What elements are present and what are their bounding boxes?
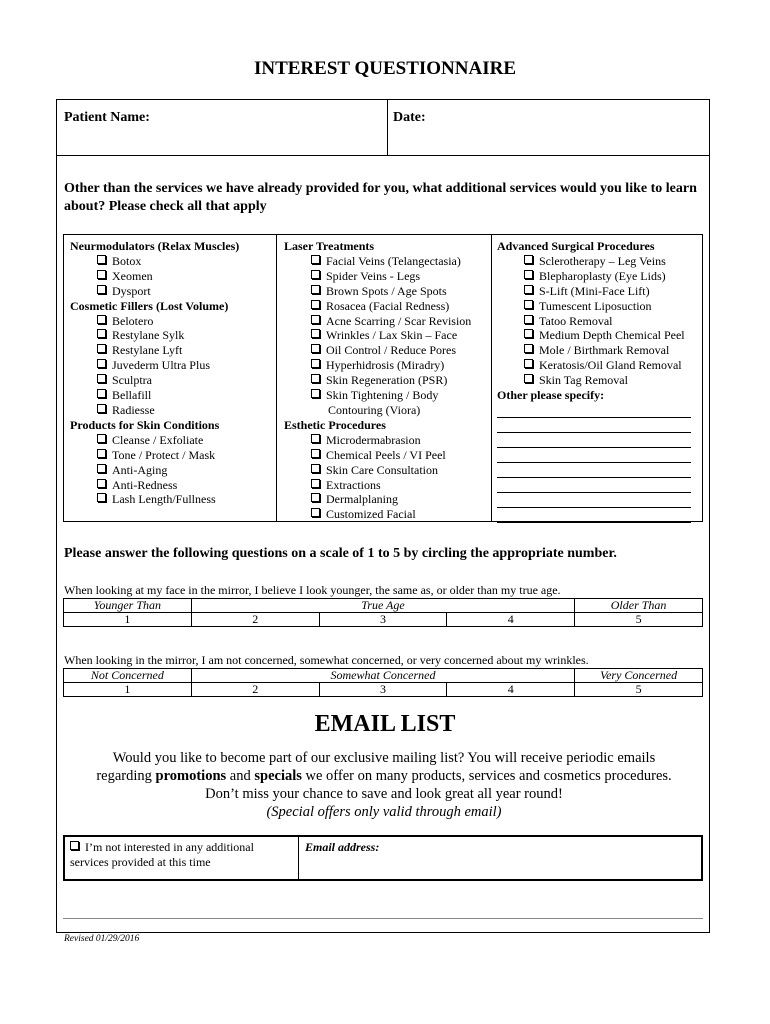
checkbox[interactable] bbox=[311, 270, 320, 279]
other-specify-line[interactable] bbox=[497, 478, 691, 493]
service-label: Cleanse / Exfoliate bbox=[112, 432, 204, 447]
optout-label: I’m not interested in any additional services provided at this time bbox=[70, 840, 254, 869]
other-specify-line[interactable] bbox=[497, 448, 691, 463]
service-label: Brown Spots / Age Spots bbox=[326, 283, 447, 298]
service-label: Restylane Lyft bbox=[112, 343, 183, 358]
services-box bbox=[63, 234, 703, 522]
service-option[interactable] bbox=[70, 373, 239, 388]
scale-option-4[interactable]: 4 bbox=[447, 613, 575, 627]
service-label: Wrinkles / Lax Skin – Face bbox=[326, 328, 458, 343]
service-option[interactable] bbox=[284, 373, 471, 388]
scale-label-low: Younger Than bbox=[64, 599, 192, 613]
service-option[interactable] bbox=[497, 284, 691, 299]
page-title: INTEREST QUESTIONNAIRE bbox=[253, 58, 517, 79]
date-label: Date: bbox=[393, 110, 426, 125]
service-option[interactable] bbox=[284, 358, 471, 373]
service-option[interactable] bbox=[284, 284, 471, 299]
checkbox[interactable] bbox=[311, 493, 320, 502]
scale-option-5[interactable]: 5 bbox=[575, 683, 703, 697]
checkbox[interactable] bbox=[311, 389, 320, 398]
header-divider bbox=[56, 155, 710, 156]
question-2-text: When looking in the mirror, I am not concerned, somewhat concerned, or very concerned about my wrinkles. bbox=[64, 653, 589, 667]
other-specify-line[interactable] bbox=[497, 463, 691, 478]
scale-label-low: Not Concerned bbox=[64, 669, 192, 683]
checkbox[interactable] bbox=[97, 449, 106, 458]
email-signup-box bbox=[63, 835, 703, 881]
checkbox[interactable] bbox=[311, 449, 320, 458]
checkbox[interactable] bbox=[524, 374, 533, 383]
checkbox[interactable] bbox=[311, 285, 320, 294]
service-option[interactable] bbox=[70, 463, 239, 478]
service-label: Mole / Birthmark Removal bbox=[539, 343, 670, 358]
scale-heading: Please answer the following questions on a scale of 1 to 5 by circling the appropriate number. bbox=[64, 546, 617, 561]
section-heading: Other please specify: bbox=[497, 388, 605, 403]
email-text-line-4: (Special offers only valid through email) bbox=[266, 804, 502, 820]
checkbox[interactable] bbox=[311, 374, 320, 383]
checkbox[interactable] bbox=[311, 464, 320, 473]
checkbox[interactable] bbox=[97, 493, 106, 502]
service-label: Skin Tag Removal bbox=[539, 373, 628, 388]
checkbox[interactable] bbox=[311, 344, 320, 353]
checkbox[interactable] bbox=[524, 329, 533, 338]
checkbox[interactable] bbox=[524, 285, 533, 294]
service-label: Facial Veins (Telangectasia) bbox=[326, 253, 461, 268]
service-option[interactable] bbox=[497, 314, 691, 329]
service-label: Tumescent Liposuction bbox=[539, 298, 652, 313]
service-label: Lash Length/Fullness bbox=[112, 492, 216, 507]
optout-option[interactable] bbox=[70, 840, 290, 870]
checkbox[interactable] bbox=[97, 374, 106, 383]
service-label: Anti-Redness bbox=[112, 477, 178, 492]
service-label: Skin Care Consultation bbox=[326, 462, 438, 477]
email-text-fragment: regarding bbox=[96, 768, 156, 784]
checkbox[interactable] bbox=[97, 389, 106, 398]
service-option[interactable] bbox=[70, 284, 239, 299]
email-list-title: EMAIL LIST bbox=[314, 711, 456, 737]
header-col-divider bbox=[387, 99, 388, 155]
scale-label-mid: Somewhat Concerned bbox=[191, 669, 574, 683]
other-specify-line[interactable] bbox=[497, 493, 691, 508]
checkbox[interactable] bbox=[97, 434, 106, 443]
checkbox[interactable] bbox=[311, 300, 320, 309]
services-column-2 bbox=[284, 239, 471, 522]
service-option[interactable] bbox=[70, 448, 239, 463]
service-option[interactable] bbox=[70, 269, 239, 284]
services-column-3 bbox=[497, 239, 691, 523]
checkbox[interactable] bbox=[311, 255, 320, 264]
other-specify-line[interactable] bbox=[497, 418, 691, 433]
service-option[interactable] bbox=[284, 328, 471, 343]
service-option[interactable] bbox=[497, 328, 691, 343]
service-label: Juvederm Ultra Plus bbox=[112, 358, 210, 373]
question-1-text: When looking at my face in the mirror, I believe I look younger, the same as, or older than my true age. bbox=[64, 583, 561, 597]
section-heading: Cosmetic Fillers (Lost Volume) bbox=[70, 298, 229, 313]
scale-option-1[interactable]: 1 bbox=[64, 683, 192, 697]
scale-label-mid: True Age bbox=[191, 599, 574, 613]
checkbox[interactable] bbox=[311, 359, 320, 368]
scale-option-2[interactable]: 2 bbox=[191, 683, 319, 697]
service-label: Extractions bbox=[326, 477, 381, 492]
question-1-scale bbox=[63, 598, 703, 627]
service-option[interactable] bbox=[284, 314, 471, 329]
checkbox[interactable] bbox=[97, 255, 106, 264]
service-label: Sclerotherapy – Leg Veins bbox=[539, 253, 666, 268]
service-label: Rosacea (Facial Redness) bbox=[326, 298, 450, 313]
section-heading: Products for Skin Conditions bbox=[70, 417, 220, 432]
service-label: Sculptra bbox=[112, 373, 152, 388]
section-heading: Advanced Surgical Procedures bbox=[497, 239, 655, 253]
service-label: Spider Veins - Legs bbox=[326, 268, 421, 283]
patient-name-field[interactable] bbox=[160, 104, 382, 150]
service-option[interactable] bbox=[70, 403, 239, 418]
service-option[interactable] bbox=[284, 269, 471, 284]
checkbox[interactable] bbox=[97, 270, 106, 279]
revised-date: Revised 01/29/2016 bbox=[64, 934, 140, 944]
service-label: Acne Scarring / Scar Revision bbox=[326, 313, 472, 328]
promotions-text: promotions bbox=[155, 768, 227, 784]
service-label: Belotero bbox=[112, 313, 154, 328]
footer-divider bbox=[63, 918, 703, 919]
checkbox[interactable] bbox=[311, 479, 320, 488]
scale-option-4[interactable]: 4 bbox=[447, 683, 575, 697]
checkbox[interactable] bbox=[311, 434, 320, 443]
service-option[interactable] bbox=[284, 463, 471, 478]
service-label: S-Lift (Mini-Face Lift) bbox=[539, 283, 650, 298]
email-text-line-2 bbox=[60, 767, 708, 785]
checkbox[interactable] bbox=[97, 285, 106, 294]
email-text-fragment: and bbox=[226, 768, 255, 784]
email-text-line-3: Don’t miss your chance to save and look great all year round! bbox=[205, 786, 563, 802]
service-label: Botox bbox=[112, 253, 142, 268]
service-label: Dermalplaning bbox=[326, 492, 398, 507]
service-option[interactable] bbox=[70, 328, 239, 343]
scale-label-high: Very Concerned bbox=[575, 669, 703, 683]
service-option[interactable] bbox=[497, 299, 691, 314]
checkbox[interactable] bbox=[311, 329, 320, 338]
service-label: Anti-Aging bbox=[112, 462, 168, 477]
section-heading: Esthetic Procedures bbox=[284, 417, 386, 432]
service-label: Skin Tightening / Body bbox=[326, 388, 439, 403]
patient-name-label: Patient Name: bbox=[64, 110, 150, 125]
service-option[interactable] bbox=[70, 478, 239, 493]
service-label: Tatoo Removal bbox=[539, 313, 613, 328]
service-label: Oil Control / Reduce Pores bbox=[326, 343, 456, 358]
checkbox[interactable] bbox=[524, 300, 533, 309]
section-heading: Laser Treatments bbox=[284, 239, 375, 253]
other-specify-line[interactable] bbox=[497, 403, 691, 418]
checkbox[interactable] bbox=[97, 359, 106, 368]
service-label: Restylane Sylk bbox=[112, 328, 185, 343]
checkbox[interactable] bbox=[311, 508, 320, 517]
service-option[interactable] bbox=[70, 254, 239, 269]
checkbox[interactable] bbox=[97, 464, 106, 473]
service-label: Dysport bbox=[112, 283, 151, 298]
service-label: Hyperhidrosis (Miradry) bbox=[326, 358, 445, 373]
service-option[interactable] bbox=[70, 343, 239, 358]
service-label: Microdermabrasion bbox=[326, 432, 421, 447]
service-option[interactable] bbox=[284, 492, 471, 507]
scale-option-5[interactable]: 5 bbox=[575, 613, 703, 627]
service-label-continuation: Contouring (Viora) bbox=[328, 402, 421, 417]
service-option[interactable] bbox=[284, 507, 471, 522]
other-specify-line[interactable] bbox=[497, 508, 691, 523]
email-address-field[interactable] bbox=[305, 857, 699, 877]
service-label: Customized Facial bbox=[326, 507, 416, 522]
service-option[interactable] bbox=[497, 269, 691, 284]
scale-option-2[interactable]: 2 bbox=[191, 613, 319, 627]
service-label: Xeomen bbox=[112, 268, 153, 283]
checkbox[interactable] bbox=[524, 255, 533, 264]
service-option[interactable] bbox=[70, 433, 239, 448]
email-box-divider bbox=[298, 837, 299, 879]
checkbox[interactable] bbox=[97, 329, 106, 338]
checkbox[interactable] bbox=[311, 315, 320, 324]
service-option[interactable] bbox=[70, 388, 239, 403]
service-label: Chemical Peels / VI Peel bbox=[326, 447, 446, 462]
service-option[interactable] bbox=[284, 448, 471, 463]
service-label: Tone / Protect / Mask bbox=[112, 447, 216, 462]
service-label: Bellafill bbox=[112, 388, 152, 403]
service-option[interactable] bbox=[284, 299, 471, 314]
service-label: Blepharoplasty (Eye Lids) bbox=[539, 268, 666, 283]
other-specify-line[interactable] bbox=[497, 433, 691, 448]
checkbox[interactable] bbox=[524, 315, 533, 324]
checkbox[interactable] bbox=[524, 344, 533, 353]
scale-option-3[interactable]: 3 bbox=[319, 613, 447, 627]
service-label: Radiesse bbox=[112, 402, 155, 417]
checkbox[interactable] bbox=[97, 344, 106, 353]
service-option[interactable] bbox=[284, 478, 471, 493]
service-label: Keratosis/Oil Gland Removal bbox=[539, 358, 682, 373]
email-text-line-1: Would you like to become part of our exclusive mailing list? You will receive periodic emails bbox=[112, 750, 656, 766]
checkbox[interactable] bbox=[97, 315, 106, 324]
service-label: Medium Depth Chemical Peel bbox=[539, 328, 685, 343]
checkbox[interactable] bbox=[524, 270, 533, 279]
service-option[interactable] bbox=[284, 433, 471, 448]
services-col-divider-2 bbox=[491, 235, 492, 521]
specials-text: specials bbox=[254, 768, 302, 784]
scale-option-1[interactable]: 1 bbox=[64, 613, 192, 627]
service-option[interactable] bbox=[497, 373, 691, 388]
checkbox[interactable] bbox=[524, 359, 533, 368]
services-column-1 bbox=[70, 239, 239, 507]
service-option[interactable] bbox=[70, 358, 239, 373]
checkbox[interactable] bbox=[97, 404, 106, 413]
optout-checkbox[interactable] bbox=[70, 841, 79, 850]
service-option[interactable] bbox=[497, 343, 691, 358]
service-option[interactable] bbox=[497, 254, 691, 269]
services-col-divider-1 bbox=[276, 235, 277, 521]
scale-label-high: Older Than bbox=[575, 599, 703, 613]
email-text-fragment: we offer on many products, services and cosmetics procedures. bbox=[301, 768, 672, 784]
email-address-label: Email address: bbox=[305, 840, 380, 854]
service-option[interactable] bbox=[284, 254, 471, 269]
service-option[interactable] bbox=[284, 343, 471, 358]
service-label: Skin Regeneration (PSR) bbox=[326, 373, 448, 388]
services-intro: Other than the services we have already provided for you, what additional services would you like to learn about? Please check all that apply bbox=[64, 181, 697, 214]
question-2-scale bbox=[63, 668, 703, 697]
scale-option-3[interactable]: 3 bbox=[319, 683, 447, 697]
service-option[interactable] bbox=[497, 358, 691, 373]
section-heading: Neurmodulators (Relax Muscles) bbox=[70, 239, 240, 253]
email-list-text bbox=[60, 749, 708, 821]
service-option[interactable] bbox=[70, 492, 239, 507]
date-field[interactable] bbox=[440, 104, 702, 150]
service-option[interactable] bbox=[284, 388, 471, 403]
checkbox[interactable] bbox=[97, 479, 106, 488]
service-option[interactable] bbox=[70, 314, 239, 329]
